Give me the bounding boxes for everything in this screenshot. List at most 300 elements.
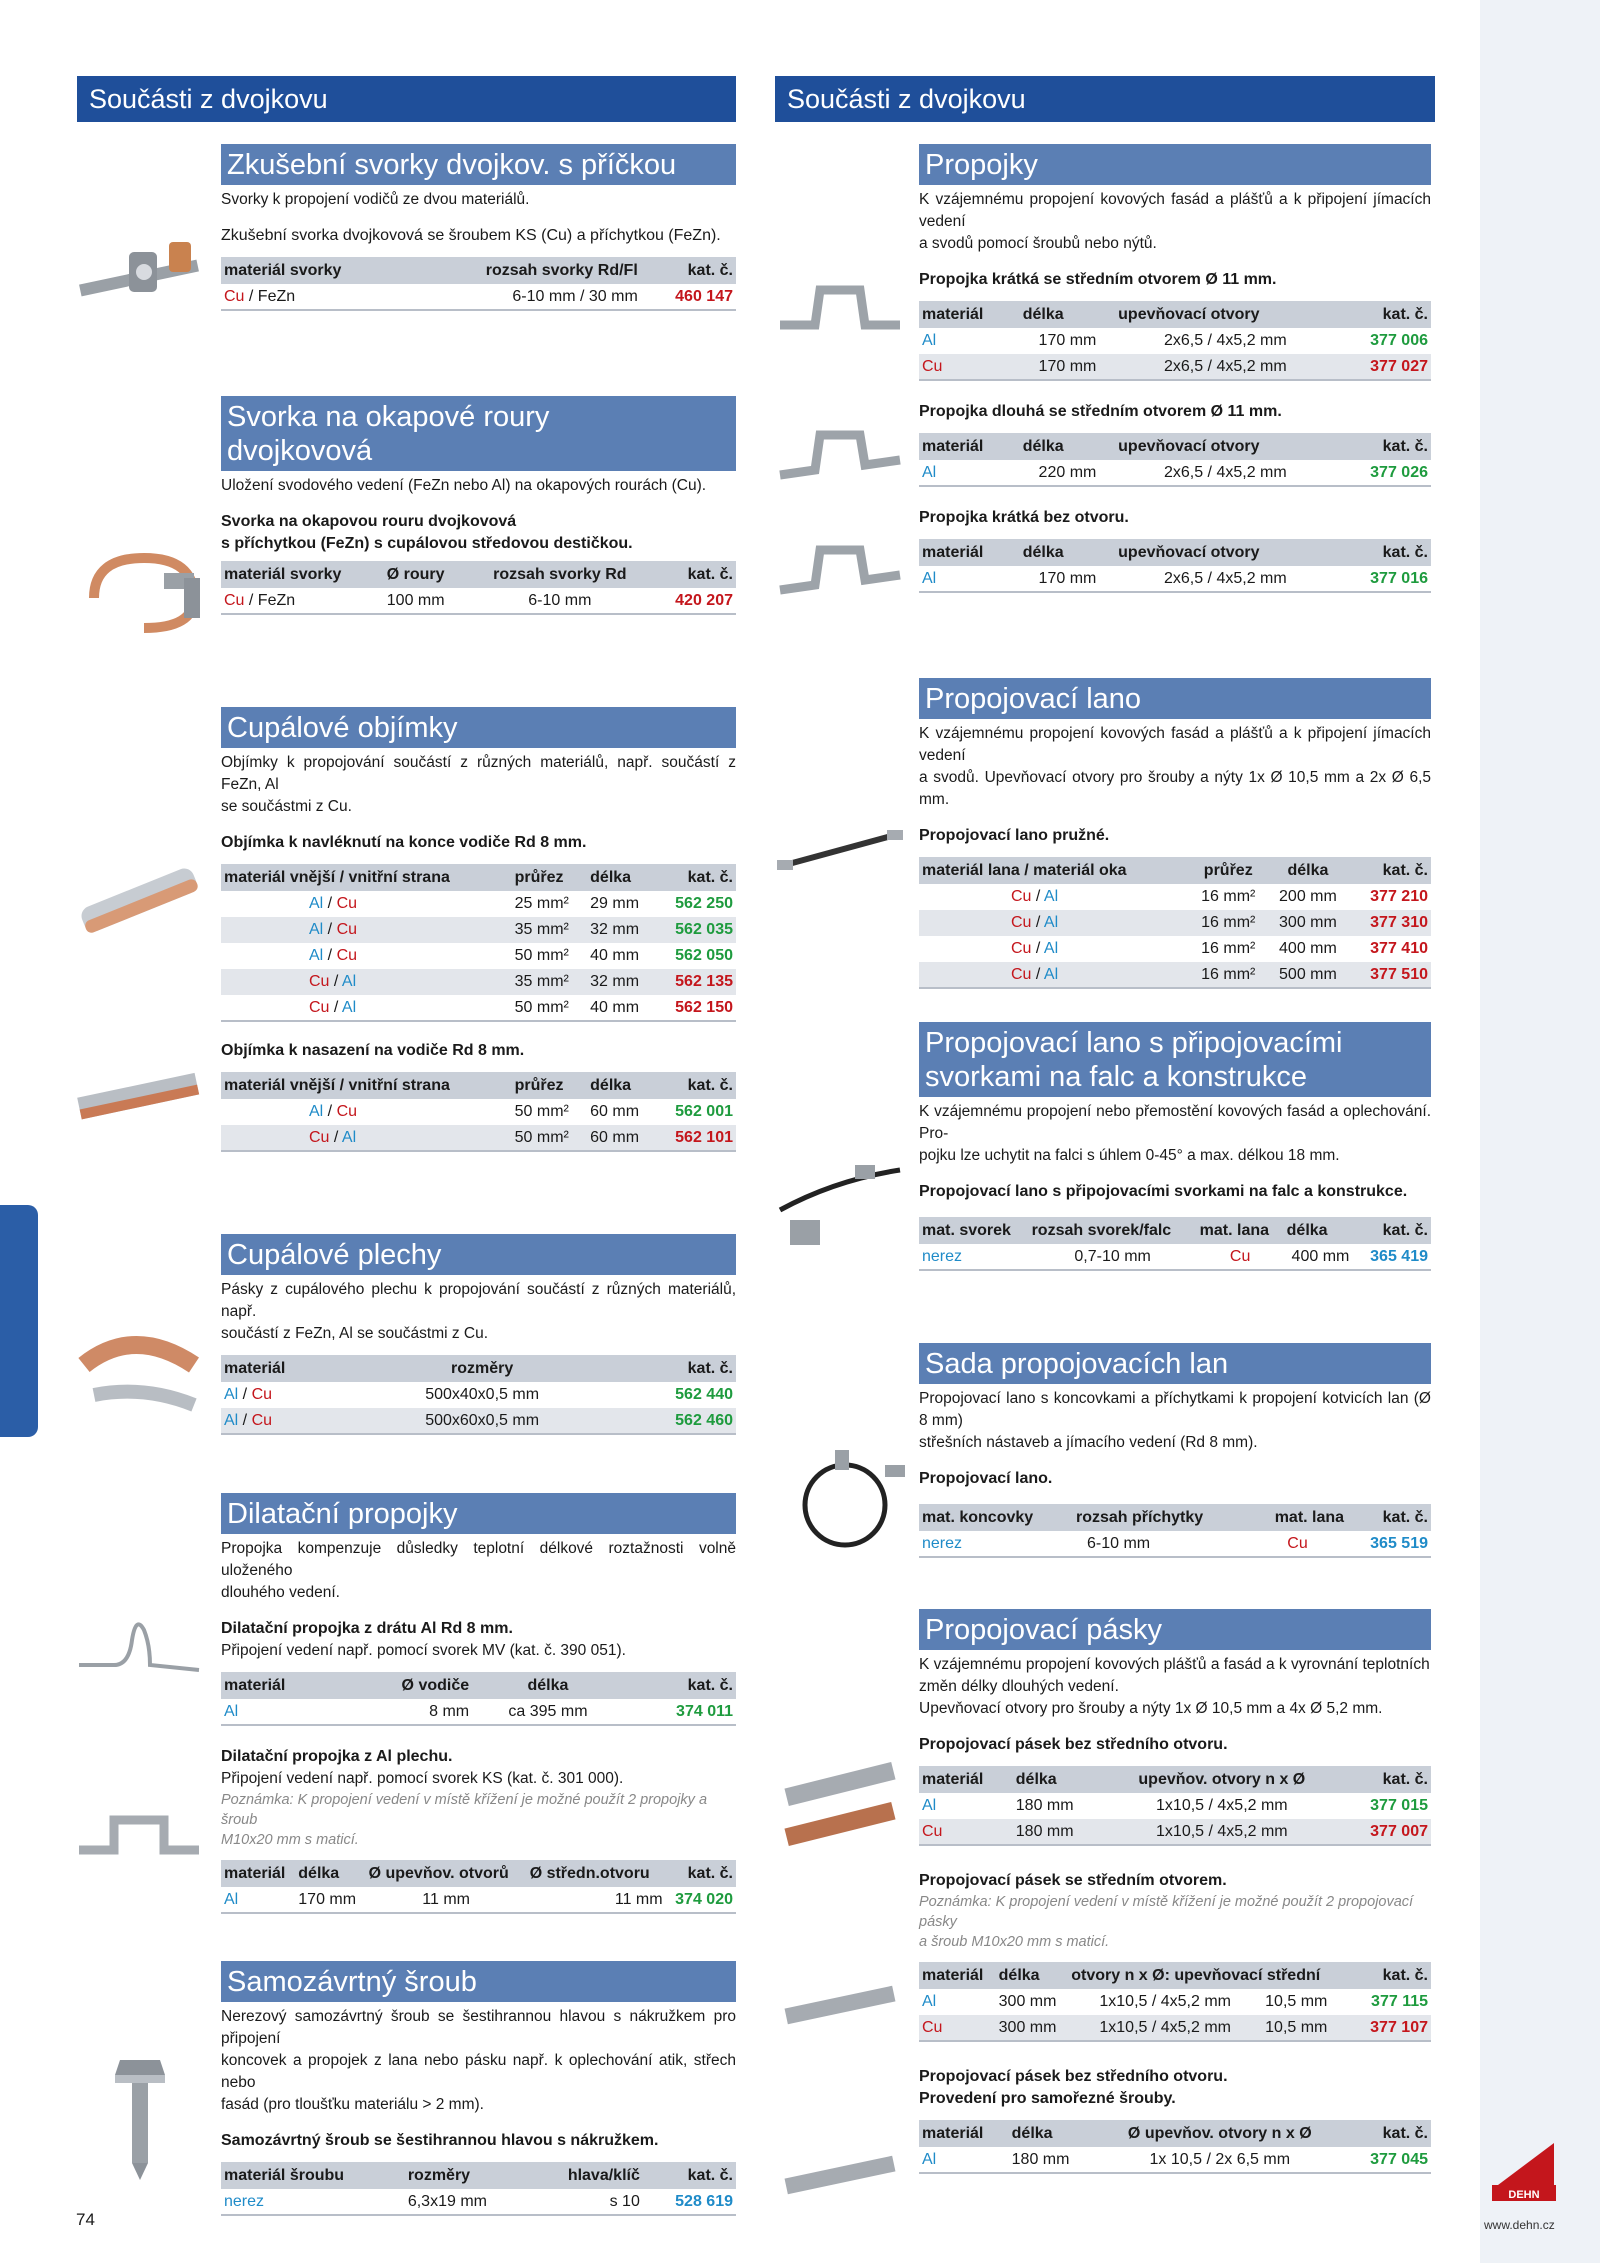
cable-material: Cu xyxy=(1197,1244,1284,1270)
catalog-number: 377 016 xyxy=(1336,566,1431,592)
material-pair xyxy=(221,1125,512,1151)
catalog-number: 377 006 xyxy=(1370,332,1428,349)
subheading: Zkušební svorka dvojkovová se šroubem KS (Cu) a příchytkou (FeZn). xyxy=(221,227,721,244)
catalog-number: 460 147 xyxy=(641,284,736,310)
col-header: kat. č. xyxy=(652,561,736,588)
section-bonding-strips xyxy=(919,1609,1431,2174)
table-row xyxy=(919,1819,1431,1845)
sub-line: Propojovací pásek bez středního otvoru. xyxy=(919,2068,1228,2085)
holes-cell: 2x6,5 / 4x5,2 mm xyxy=(1163,332,1287,349)
note-line: Poznámka: K propojení vedení v místě křížení je možné použít 2 propojky a šroub xyxy=(221,1792,708,1828)
material-pair xyxy=(919,962,1190,988)
desc-line: a svodů pomocí šroubů nebo nýtů. xyxy=(919,235,1157,252)
cross-section: 16 mm² xyxy=(1201,940,1256,957)
table-row xyxy=(221,995,736,1021)
section-test-clamps xyxy=(221,144,736,311)
col-header: Ø středn.otvoru xyxy=(527,1860,666,1887)
material: Cu xyxy=(224,287,245,305)
right-column-header: Součásti z dvojkovu xyxy=(775,76,1435,122)
length-cell: 40 mm xyxy=(587,995,656,1021)
catalog-number: 377 027 xyxy=(1336,354,1431,380)
holes-cell: 1x10,5 / 4x5,2 mm xyxy=(1099,1993,1231,2010)
note-line: M10x20 mm s maticí. xyxy=(221,1832,359,1848)
desc-line: K vzájemnému propojení kovových fasád a plášťů a k připojení jímacích vedení xyxy=(919,725,1431,764)
col-header: kat. č. xyxy=(666,1860,736,1887)
material-pair xyxy=(919,936,1190,962)
size-cell: 6,3x19 mm xyxy=(405,2189,529,2215)
catalog-number: 377 107 xyxy=(1358,2015,1431,2041)
material: Cu xyxy=(1011,914,1032,931)
desc-line: K vzájemnému propojení nebo přemostění kovových fasád a oplechování. Pro- xyxy=(919,1103,1431,1142)
material: Al xyxy=(1043,965,1059,983)
col-header: Ø vodiče xyxy=(341,1672,472,1699)
col-header: materiál svorky xyxy=(221,257,405,284)
col-header: kat. č. xyxy=(656,864,736,891)
table-row xyxy=(919,936,1431,962)
col-header: průřez xyxy=(512,864,588,891)
table-row xyxy=(221,891,736,917)
desc-line: a svodů. Upevňovací otvory pro šrouby a nýty 1x Ø 10,5 mm a 2x Ø 6,5 mm. xyxy=(919,769,1431,808)
product-table xyxy=(919,1766,1431,1846)
center-hole-cell: 11 mm xyxy=(527,1887,666,1913)
logo-text: DEHN xyxy=(1508,2189,1540,2201)
cross-section: 25 mm² xyxy=(514,895,569,912)
col-header: otvory n x Ø: upevňovací střední xyxy=(1068,1962,1358,1989)
table-row xyxy=(221,1382,736,1408)
col-header: upevňovací otvory xyxy=(1115,301,1335,328)
material: Al xyxy=(341,1128,357,1146)
col-header: kat. č. xyxy=(641,257,736,284)
material: Al xyxy=(919,2147,1009,2173)
section-cable-with-clamps xyxy=(919,1022,1431,1271)
material: Al xyxy=(341,998,357,1016)
bridge-no-hole-image xyxy=(775,535,905,605)
section-desc xyxy=(919,1388,1431,1454)
gutter-clamp-image xyxy=(74,548,204,638)
length-cell: ca 395 mm xyxy=(472,1699,624,1725)
subheading: Objímka k navléknutí na konce vodiče Rd 8 mm. xyxy=(221,834,587,851)
section-cable-set xyxy=(919,1343,1431,1558)
col-header: délka xyxy=(587,864,656,891)
catalog-number: 365 519 xyxy=(1347,1531,1431,1557)
col-header: délka xyxy=(1020,301,1115,328)
hole-cell: 11 mm xyxy=(366,1887,527,1913)
table-row xyxy=(221,1125,736,1151)
separator: / xyxy=(323,921,337,938)
col-header: délka xyxy=(1267,857,1349,884)
section-title: Propojky xyxy=(919,144,1431,185)
table-body xyxy=(221,1099,736,1151)
diameter-cell: 100 mm xyxy=(384,588,468,614)
material: Cu xyxy=(1011,940,1032,957)
material: Cu xyxy=(1011,965,1032,983)
section-expansion-bridges xyxy=(221,1493,736,1914)
catalog-number: 562 035 xyxy=(656,917,736,943)
material: Al xyxy=(1043,914,1059,931)
catalog-number: 365 419 xyxy=(1357,1244,1431,1270)
section-title xyxy=(919,1022,1431,1097)
section-title: Propojovací pásky xyxy=(919,1609,1431,1650)
length-cell: 170 mm xyxy=(1038,332,1097,349)
bridge-short-image xyxy=(775,275,905,345)
col-header: mat. lana xyxy=(1197,1217,1284,1244)
col-header: materiál vnější / vnitřní strana xyxy=(221,1072,512,1099)
table-row xyxy=(919,354,1431,380)
section-cupal-strips xyxy=(221,1234,736,1435)
dehn-logo xyxy=(1484,2133,1564,2213)
col-header: kat. č. xyxy=(1358,1962,1431,1989)
subheading: Propojovací pásek bez středního otvoru. xyxy=(919,1736,1228,1753)
col-header: kat. č. xyxy=(1336,301,1431,328)
material-pair xyxy=(919,884,1190,910)
cross-section: 50 mm² xyxy=(514,1103,569,1120)
col-header: délka xyxy=(996,1962,1069,1989)
cross-section: 16 mm² xyxy=(1201,888,1256,905)
separator: / xyxy=(323,895,337,912)
length-cell: 200 mm xyxy=(1279,888,1337,905)
cross-section: 35 mm² xyxy=(512,917,588,943)
product-table xyxy=(221,864,736,1022)
catalog-number: 562 135 xyxy=(656,969,736,995)
product-table xyxy=(221,561,736,615)
range-cell: 0,7-10 mm xyxy=(1029,1244,1197,1270)
table-row xyxy=(919,1244,1431,1270)
material: nerez xyxy=(221,2189,405,2215)
product-table xyxy=(221,1355,736,1435)
table-row xyxy=(919,2015,1431,2041)
table-row xyxy=(221,1408,736,1434)
holes-cell: 1x10,5 / 4x5,2 mm xyxy=(1102,1819,1343,1845)
material-pair xyxy=(221,1408,359,1434)
cable-with-clamps-image xyxy=(775,1160,905,1260)
size-cell: 500x40x0,5 mm xyxy=(425,1386,540,1403)
holes-cell: 2x6,5 / 4x5,2 mm xyxy=(1115,566,1335,592)
note xyxy=(919,1892,1431,1952)
product-table xyxy=(221,1860,736,1914)
length-cell: 60 mm xyxy=(590,1103,640,1120)
head-cell: s 10 xyxy=(529,2189,643,2215)
col-header: délka xyxy=(587,1072,656,1099)
desc-line: koncovek a propojek z lana nebo pásku např. k oplechování atik, střech nebo xyxy=(221,2052,736,2091)
separator: / xyxy=(1031,965,1044,983)
col-header: kat. č. xyxy=(643,2162,736,2189)
section-title: Cupálové objímky xyxy=(221,707,736,748)
desc-line: Pásky z cupálového plechu k propojování součástí z různých materiálů, např. xyxy=(221,1281,736,1320)
col-header: rozměry xyxy=(359,1355,605,1382)
separator: / xyxy=(238,1411,252,1429)
holes-cell: 2x6,5 / 4x5,2 mm xyxy=(1115,354,1335,380)
catalog-number: 377 510 xyxy=(1349,962,1431,988)
catalog-number: 374 011 xyxy=(624,1699,736,1725)
desc-line: K vzájemnému propojení kovových fasád a plášťů a k připojení jímacích vedení xyxy=(919,191,1431,230)
col-header: rozsah svorky Rd xyxy=(468,561,652,588)
range-cell: 6-10 mm / 30 mm xyxy=(405,284,641,310)
cupal-sleeve-image xyxy=(74,855,204,945)
table-body xyxy=(919,2147,1431,2173)
table-row xyxy=(919,1989,1431,2015)
separator: / xyxy=(1031,914,1044,931)
material: Al xyxy=(922,332,937,349)
material-pair xyxy=(221,943,512,969)
length-cell: 170 mm xyxy=(295,1887,365,1913)
col-header: mat. lana xyxy=(1248,1504,1347,1531)
material: Al xyxy=(221,1887,295,1913)
length-cell: 300 mm xyxy=(1267,910,1349,936)
bonding-cable-image xyxy=(775,820,905,880)
section-bonding-cable xyxy=(919,678,1431,989)
material: Cu xyxy=(251,1411,273,1429)
length-cell: 29 mm xyxy=(590,895,640,912)
table-row xyxy=(221,1699,736,1725)
subheading: Propojovací lano s připojovacími svorkami na falc a konstrukce. xyxy=(919,1183,1408,1200)
length-cell: 32 mm xyxy=(587,917,656,943)
range-cell: 6-10 mm xyxy=(1073,1531,1248,1557)
col-header: délka xyxy=(1013,1766,1102,1793)
holes-cell: 1x 10,5 / 2x 6,5 mm xyxy=(1094,2147,1346,2173)
title-line: Svorka na okapové roury xyxy=(227,401,550,433)
material: Al xyxy=(224,1386,239,1403)
expansion-strap-image xyxy=(74,1805,204,1865)
left-column-header: Součásti z dvojkovu xyxy=(77,76,736,122)
desc-line: Nerezový samozávrtný šroub se šestihrannou hlavou s nákružkem pro připojení xyxy=(221,2008,736,2047)
col-header: kat. č. xyxy=(1357,1217,1431,1244)
center-hole-cell: 10,5 mm xyxy=(1265,1993,1328,2010)
bonding-strip-hole-image xyxy=(775,1975,905,2035)
material: Cu xyxy=(336,895,358,912)
length-cell: 300 mm xyxy=(998,1993,1057,2010)
self-drilling-screw-image xyxy=(110,2055,170,2185)
material: Cu xyxy=(251,1386,273,1403)
desc-line: změn délky dlouhých vedení. xyxy=(919,1678,1119,1695)
separator: / xyxy=(1031,888,1044,905)
col-header: délka xyxy=(1284,1217,1358,1244)
table-row xyxy=(221,1099,736,1125)
product-table xyxy=(221,2162,736,2216)
page-margin-strip xyxy=(1480,0,1600,2263)
material: Cu xyxy=(919,1819,1013,1845)
table-body xyxy=(919,1989,1431,2041)
table-row xyxy=(919,1793,1431,1819)
col-header: délka xyxy=(295,1860,365,1887)
material: Al xyxy=(224,1411,239,1429)
subheading-detail: Připojení vedení např. pomocí svorek MV (kat. č. 390 051). xyxy=(221,1642,626,1659)
col-header: materiál xyxy=(919,1962,996,1989)
section-desc xyxy=(221,1538,736,1604)
diameter-cell: 8 mm xyxy=(341,1699,472,1725)
col-header: materiál xyxy=(919,433,1020,460)
product-table xyxy=(919,301,1431,381)
col-header: materiál xyxy=(919,539,1020,566)
section-desc xyxy=(919,723,1431,811)
test-clamp-image xyxy=(74,232,204,322)
material: Al xyxy=(309,1103,324,1120)
material: / FeZn xyxy=(244,591,296,609)
col-header: Ø upevňov. otvorů xyxy=(366,1860,527,1887)
desc-line: dlouhého vedení. xyxy=(221,1584,340,1601)
col-header: upevňovací otvory xyxy=(1115,539,1335,566)
subheading: Objímka k nasazení na vodiče Rd 8 mm. xyxy=(221,1042,525,1059)
cross-section: 16 mm² xyxy=(1190,910,1267,936)
sub-line: Svorka na okapovou rouru dvojkovová xyxy=(221,513,517,530)
section-title: Samozávrtný šroub xyxy=(221,1961,736,2002)
material: / FeZn xyxy=(244,287,296,305)
table-body xyxy=(919,328,1431,380)
catalog-number: 562 001 xyxy=(675,1103,733,1120)
section-title: Dilatační propojky xyxy=(221,1493,736,1534)
section-desc: Svorky k propojení vodičů ze dvou materiálů. xyxy=(221,191,530,208)
bonding-strip-screw-image xyxy=(775,2145,905,2205)
table-body xyxy=(221,1382,736,1434)
subheading xyxy=(221,511,736,555)
section-desc xyxy=(221,1279,736,1345)
col-header: materiál xyxy=(221,1355,359,1382)
col-header: délka xyxy=(1020,539,1115,566)
separator: / xyxy=(323,1103,337,1120)
length-cell: 220 mm xyxy=(1020,460,1115,486)
col-header: kat. č. xyxy=(1346,2120,1431,2147)
product-table xyxy=(919,2120,1431,2174)
catalog-number: 377 007 xyxy=(1342,1819,1431,1845)
col-header: upevňovací otvory xyxy=(1115,433,1335,460)
cross-section: 35 mm² xyxy=(512,969,588,995)
note-line: Poznámka: K propojení vedení v místě křížení je možné použít 2 propojovací pásky xyxy=(919,1894,1414,1930)
table-row xyxy=(221,917,736,943)
section-title: Sada propojovacích lan xyxy=(919,1343,1431,1384)
section-desc xyxy=(221,2006,736,2116)
cross-section: 50 mm² xyxy=(512,995,588,1021)
material: Al xyxy=(1043,888,1059,905)
col-header: kat. č. xyxy=(1347,1504,1431,1531)
table-row xyxy=(221,969,736,995)
length-cell: 170 mm xyxy=(1020,354,1115,380)
catalog-number: 562 150 xyxy=(656,995,736,1021)
subheading: Propojka dlouhá se středním otvorem Ø 11 mm. xyxy=(919,403,1282,420)
material-pair xyxy=(221,917,512,943)
separator: / xyxy=(1031,940,1044,957)
subheading: Dilatační propojka z Al plechu. xyxy=(221,1748,453,1765)
length-cell: 32 mm xyxy=(587,969,656,995)
col-header: délka xyxy=(472,1672,624,1699)
cupal-strip-image xyxy=(74,1325,204,1415)
product-table xyxy=(221,1072,736,1152)
subheading-detail: Připojení vedení např. pomocí svorek KS (kat. č. 301 000). xyxy=(221,1770,624,1787)
table-body xyxy=(919,566,1431,592)
section-gutter-clamp xyxy=(221,396,736,615)
length-cell: 400 mm xyxy=(1284,1244,1358,1270)
title-line: Propojovací lano s připojovacími xyxy=(925,1027,1343,1059)
desc-line: fasád (pro tloušťku materiálu > 2 mm). xyxy=(221,2096,484,2113)
section-title: Cupálové plechy xyxy=(221,1234,736,1275)
section-title xyxy=(221,396,736,471)
page-number: 74 xyxy=(76,2210,95,2229)
section-title: Zkušební svorky dvojkov. s příčkou xyxy=(221,144,736,185)
section-desc xyxy=(919,189,1431,255)
subheading: Propojovací pásek se středním otvorem. xyxy=(919,1872,1227,1889)
section-desc: Uložení svodového vedení (FeZn nebo Al) na okapových rourách (Cu). xyxy=(221,477,707,494)
material: Cu xyxy=(309,1128,330,1146)
cable-set-image xyxy=(790,1450,910,1560)
desc-line: se součástmi z Cu. xyxy=(221,798,352,815)
col-header: kat. č. xyxy=(605,1355,736,1382)
material: Cu xyxy=(336,947,358,964)
col-header: materiál xyxy=(221,1672,341,1699)
material: Cu xyxy=(224,591,245,609)
material: Cu xyxy=(309,998,330,1016)
table-row xyxy=(919,460,1431,486)
section-bridges xyxy=(919,144,1431,593)
col-header: průřez xyxy=(512,1072,588,1099)
col-header: materiál vnější / vnitřní strana xyxy=(221,864,512,891)
col-header: rozměry xyxy=(405,2162,529,2189)
size-cell: 500x60x0,5 mm xyxy=(359,1408,605,1434)
desc-line: součástí z FeZn, Al se součástmi z Cu. xyxy=(221,1325,489,1342)
col-header: kat. č. xyxy=(656,1072,736,1099)
desc-line: pojku lze uchytit na falci s úhlem 0-45° a max. délkou 18 mm. xyxy=(919,1147,1340,1164)
material: Al xyxy=(919,460,1020,486)
material-pair xyxy=(221,1099,512,1125)
material: Cu xyxy=(336,1103,358,1120)
table-row xyxy=(221,1887,736,1913)
table-row xyxy=(221,588,736,614)
length-cell: 180 mm xyxy=(1009,2147,1094,2173)
material: Cu xyxy=(309,973,330,990)
col-header: kat. č. xyxy=(1349,857,1431,884)
note-line: a šroub M10x20 mm s maticí. xyxy=(919,1934,1110,1950)
table-row xyxy=(221,2189,736,2215)
material-pair xyxy=(221,969,512,995)
bridge-long-image xyxy=(775,420,905,490)
table-row xyxy=(221,284,736,310)
material-pair xyxy=(221,1382,359,1408)
section-cupal-sleeves xyxy=(221,707,736,1152)
material-pair xyxy=(221,995,512,1021)
desc-line: Upevňovací otvory pro šrouby a nýty 1x Ø 10,5 mm a 4x Ø 5,2 mm. xyxy=(919,1700,1383,1717)
col-header: mat. koncovky xyxy=(919,1504,1073,1531)
col-header: hlava/klíč xyxy=(529,2162,643,2189)
catalog-number: 377 015 xyxy=(1370,1797,1428,1814)
sub-line: Provedení pro samořezné šrouby. xyxy=(919,2090,1176,2107)
desc-line: střešních nástaveb a jímacího vedení (Rd 8 mm). xyxy=(919,1434,1258,1451)
col-header: kat. č. xyxy=(624,1672,736,1699)
subheading: Propojka krátká se středním otvorem Ø 11 mm. xyxy=(919,271,1277,288)
product-table xyxy=(919,1217,1431,1271)
cable-material: Cu xyxy=(1248,1531,1347,1557)
separator: / xyxy=(329,973,342,990)
subheading: Propojka krátká bez otvoru. xyxy=(919,509,1129,526)
holes-cell: 1x10,5 / 4x5,2 mm xyxy=(1068,2015,1262,2041)
material: Cu xyxy=(336,921,358,938)
length-cell: 40 mm xyxy=(590,947,640,964)
product-table xyxy=(919,1504,1431,1558)
section-desc xyxy=(221,752,736,818)
catalog-number: 377 310 xyxy=(1349,910,1431,936)
desc-line: K vzájemnému propojení kovových plášťů a fasád a k vyrovnání teplotních xyxy=(919,1656,1430,1673)
catalog-number: 377 045 xyxy=(1346,2147,1431,2173)
section-title: Propojovací lano xyxy=(919,678,1431,719)
col-header: kat. č. xyxy=(1342,1766,1431,1793)
catalog-number: 528 619 xyxy=(643,2189,736,2215)
product-table xyxy=(919,1962,1431,2042)
col-header: upevňov. otvory n x Ø xyxy=(1102,1766,1343,1793)
material: Al xyxy=(1043,940,1059,957)
col-header: rozsah svorek/falc xyxy=(1029,1217,1197,1244)
holes-cell: 1x10,5 / 4x5,2 mm xyxy=(1156,1797,1288,1814)
col-header: materiál lana / materiál oka xyxy=(919,857,1190,884)
cross-section: 16 mm² xyxy=(1190,962,1267,988)
subheading: Dilatační propojka z drátu Al Rd 8 mm. xyxy=(221,1620,513,1637)
col-header: kat. č. xyxy=(1336,433,1431,460)
desc-line: Objímky k propojování součástí z různých materiálů, např. součástí z FeZn, Al xyxy=(221,754,736,793)
